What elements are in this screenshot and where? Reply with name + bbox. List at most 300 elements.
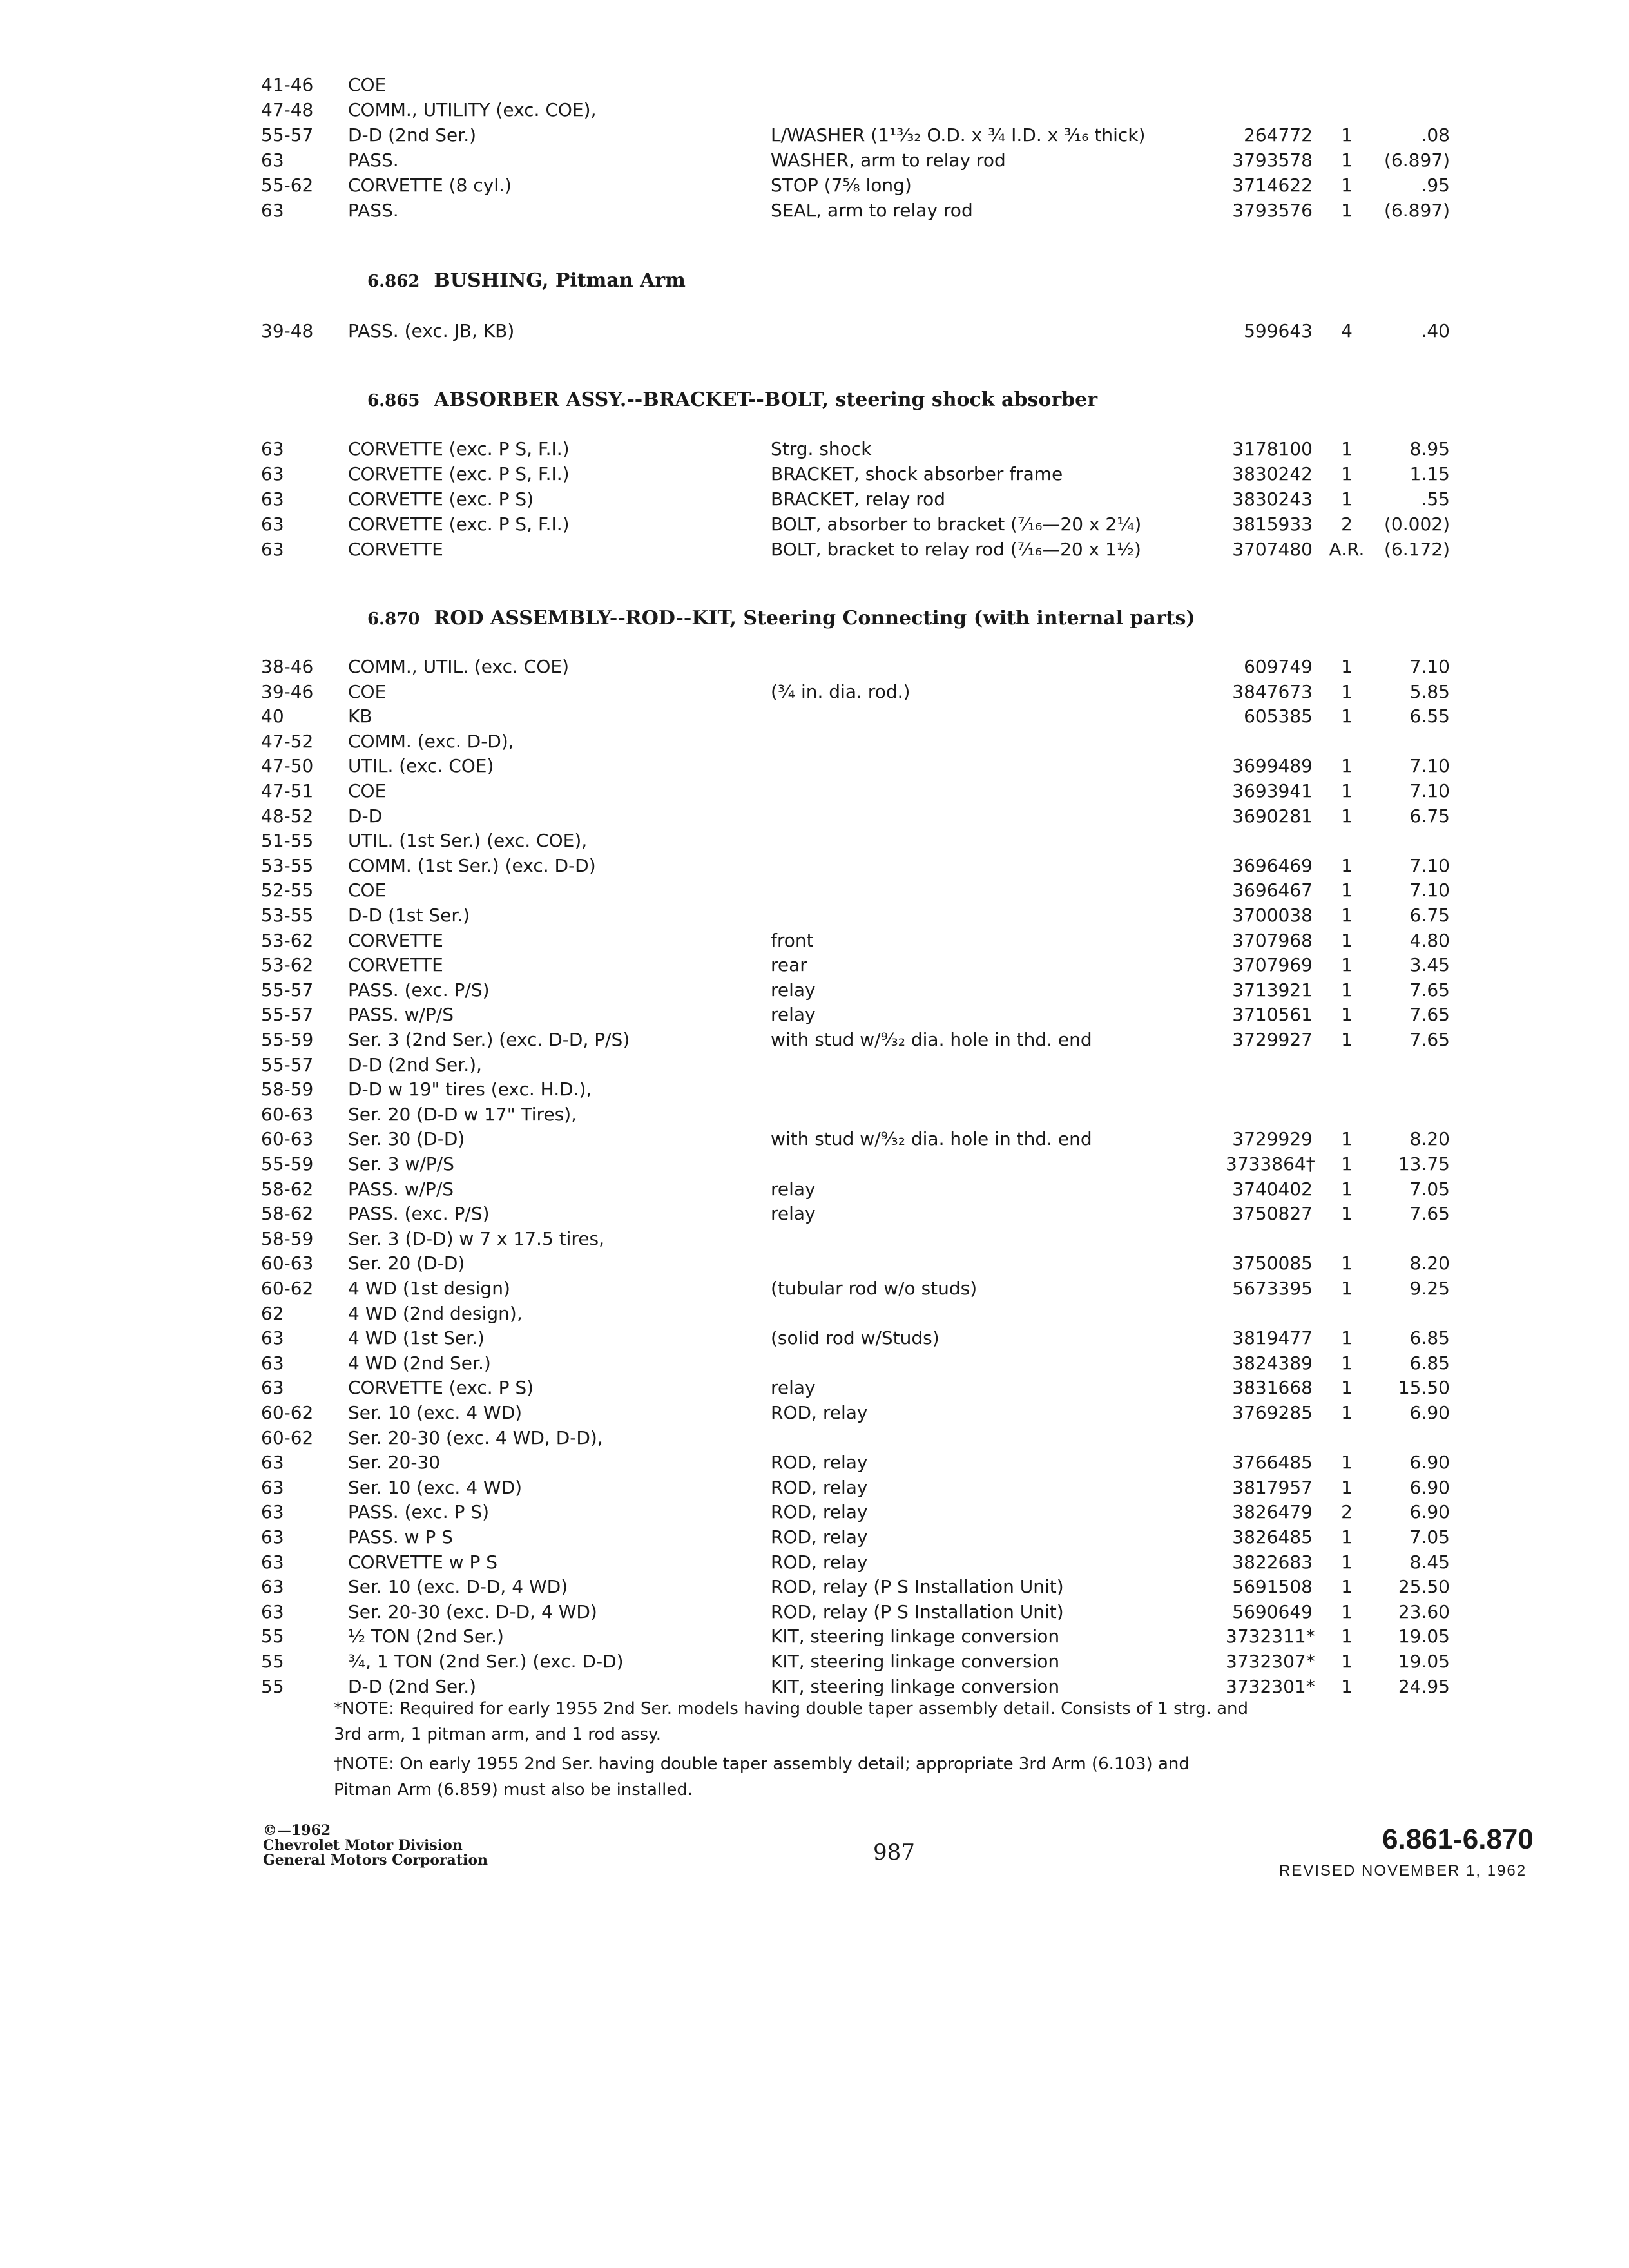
price-cell: 7.10: [1409, 755, 1450, 777]
description-cell: rear: [771, 954, 807, 976]
description-cell: BOLT, bracket to relay rod (⁷⁄₁₆—20 x 1½): [771, 539, 1141, 560]
quantity-cell: 1: [1341, 1402, 1353, 1423]
quantity-cell: 1: [1341, 805, 1353, 827]
price-cell: 5.85: [1409, 680, 1450, 702]
price-cell: 6.75: [1409, 905, 1450, 926]
copyright: ©—1962: [263, 1822, 331, 1839]
section-heading-6865: [367, 389, 1097, 411]
quantity-cell: 1: [1341, 755, 1353, 777]
table-row: [0, 754, 1629, 778]
table-row: [0, 1675, 1629, 1699]
price-cell: 6.90: [1409, 1452, 1450, 1474]
model-cell: ½ TON (2nd Ser.): [348, 1626, 504, 1648]
year-cell: 63: [261, 1551, 284, 1573]
year-cell: 55-57: [261, 1053, 314, 1075]
price-cell: 25.50: [1398, 1576, 1450, 1598]
part-number-cell: 3819477: [1232, 1327, 1313, 1349]
price-cell: 19.05: [1398, 1651, 1450, 1672]
price-cell: 8.20: [1409, 1128, 1450, 1150]
price-cell: 7.10: [1409, 854, 1450, 876]
model-cell: Ser. 20 (D-D w 17" Tires),: [348, 1103, 577, 1125]
section-range: 6.861-6.870: [1382, 1823, 1534, 1855]
price-cell: .55: [1421, 488, 1450, 510]
table-row: [0, 1600, 1629, 1624]
description-cell: KIT, steering linkage conversion: [771, 1675, 1060, 1697]
part-number-cell: 3830242: [1232, 463, 1313, 485]
table-row: [0, 1326, 1629, 1350]
model-cell: CORVETTE: [348, 929, 443, 951]
year-cell: 53-62: [261, 954, 314, 976]
price-cell: 1.15: [1409, 463, 1450, 485]
table-row: [0, 1376, 1629, 1400]
table-row: [0, 953, 1629, 977]
year-cell: 63: [261, 1327, 284, 1349]
description-cell: STOP (7⅝ long): [771, 175, 912, 196]
table-row: [0, 804, 1629, 829]
part-number-cell: 3707480: [1232, 539, 1313, 560]
model-cell: Ser. 10 (exc. D-D, 4 WD): [348, 1576, 568, 1598]
table-row: [0, 123, 1629, 148]
model-cell: D-D (2nd Ser.),: [348, 1053, 482, 1075]
quantity-cell: 1: [1341, 1600, 1353, 1622]
table-row: [0, 1500, 1629, 1524]
model-cell: PASS. w/P/S: [348, 1004, 454, 1026]
part-number-cell: 3847673: [1232, 680, 1313, 702]
part-number-cell: 3826485: [1232, 1526, 1313, 1548]
table-row: [0, 487, 1629, 512]
year-cell: 63: [261, 1352, 284, 1374]
part-number-cell: 3793576: [1232, 200, 1313, 221]
year-cell: 55-57: [261, 979, 314, 1001]
table-row: [0, 512, 1629, 537]
year-cell: 55-59: [261, 1029, 314, 1050]
quantity-cell: 1: [1341, 149, 1353, 171]
quantity-cell: 1: [1341, 1675, 1353, 1697]
model-cell: PASS. (exc. JB, KB): [348, 320, 515, 341]
description-cell: relay: [771, 1178, 816, 1200]
model-cell: COE: [348, 680, 387, 702]
year-cell: 60-62: [261, 1278, 314, 1299]
model-cell: 4 WD (2nd Ser.): [348, 1352, 491, 1374]
description-cell: relay: [771, 1004, 816, 1026]
footer-publisher: [263, 1823, 488, 1868]
table-row: [0, 537, 1629, 562]
quantity-cell: 1: [1341, 1203, 1353, 1225]
table-row: [0, 729, 1629, 754]
price-cell: 7.05: [1409, 1178, 1450, 1200]
part-number-cell: 264772: [1244, 124, 1313, 146]
section-title: ROD ASSEMBLY--ROD--KIT, Steering Connecting (with internal parts): [434, 607, 1195, 629]
year-cell: 55-59: [261, 1153, 314, 1175]
description-cell: (¾ in. dia. rod.): [771, 680, 911, 702]
price-cell: 7.65: [1409, 979, 1450, 1001]
part-number-cell: 3740402: [1232, 1178, 1313, 1200]
model-cell: D-D (2nd Ser.): [348, 124, 477, 146]
year-cell: 47-50: [261, 755, 314, 777]
model-cell: Ser. 10 (exc. 4 WD): [348, 1476, 523, 1498]
year-cell: 58-62: [261, 1203, 314, 1225]
price-cell: 7.65: [1409, 1029, 1450, 1050]
model-cell: D-D w 19" tires (exc. H.D.),: [348, 1079, 592, 1100]
description-cell: BRACKET, relay rod: [771, 488, 946, 510]
price-cell: (6.172): [1383, 539, 1450, 560]
note-asterisk: *NOTE: Required for early 1955 2nd Ser. models having double taper assembly detail. Consists of 1 strg. and 3rd arm, 1 pitman arm, and 1 rod assy.: [334, 1699, 1249, 1744]
year-cell: 63: [261, 149, 284, 171]
model-cell: PASS. w P S: [348, 1526, 453, 1548]
description-cell: relay: [771, 1203, 816, 1225]
model-cell: Ser. 30 (D-D): [348, 1128, 465, 1150]
year-cell: 55: [261, 1626, 284, 1648]
year-cell: 47-51: [261, 780, 314, 802]
year-cell: 63: [261, 1600, 284, 1622]
division-name: Chevrolet Motor Division: [263, 1837, 463, 1854]
price-cell: 7.10: [1409, 879, 1450, 901]
quantity-cell: 1: [1341, 1128, 1353, 1150]
part-number-cell: 605385: [1244, 706, 1313, 727]
note-dagger: †NOTE: On early 1955 2nd Ser. having double taper assembly detail; appropriate 3rd Arm (6.103) and Pitman Arm (6.859) must also be installed.: [334, 1754, 1190, 1800]
quantity-cell: 1: [1341, 1029, 1353, 1050]
table-row: [0, 462, 1629, 486]
part-number-cell: 3690281: [1232, 805, 1313, 827]
price-cell: 6.85: [1409, 1352, 1450, 1374]
part-number-cell: 3707969: [1232, 954, 1313, 976]
price-cell: (6.897): [1383, 149, 1450, 171]
table-row: [0, 1152, 1629, 1177]
year-cell: 60-63: [261, 1253, 314, 1274]
year-cell: 52-55: [261, 879, 314, 901]
price-cell: 9.25: [1409, 1278, 1450, 1299]
model-cell: COE: [348, 780, 387, 802]
quantity-cell: 1: [1341, 1178, 1353, 1200]
year-cell: 60-62: [261, 1402, 314, 1423]
quantity-cell: A.R.: [1329, 539, 1365, 560]
quantity-cell: 1: [1341, 979, 1353, 1001]
part-number-cell: 3732301*: [1226, 1675, 1315, 1697]
year-cell: 53-55: [261, 854, 314, 876]
model-cell: COMM. (1st Ser.) (exc. D-D): [348, 854, 596, 876]
part-number-cell: 3707968: [1232, 929, 1313, 951]
model-cell: CORVETTE (8 cyl.): [348, 175, 512, 196]
year-cell: 39-46: [261, 680, 314, 702]
table-row: [0, 1276, 1629, 1301]
table-row: [0, 319, 1629, 343]
model-cell: Ser. 20 (D-D): [348, 1253, 465, 1274]
model-cell: COMM., UTILITY (exc. COE),: [348, 99, 597, 120]
model-cell: PASS. (exc. P/S): [348, 1203, 490, 1225]
part-number-cell: 3700038: [1232, 905, 1313, 926]
part-number-cell: 3769285: [1232, 1402, 1313, 1423]
quantity-cell: 1: [1341, 200, 1353, 221]
quantity-cell: 1: [1341, 1576, 1353, 1598]
description-cell: (tubular rod w/o studs): [771, 1278, 978, 1299]
price-cell: 7.10: [1409, 780, 1450, 802]
model-cell: CORVETTE: [348, 539, 443, 560]
table-row: [0, 1550, 1629, 1575]
year-cell: 39-48: [261, 320, 314, 341]
quantity-cell: 2: [1341, 1501, 1353, 1523]
description-cell: ROD, relay: [771, 1551, 868, 1573]
part-number-cell: 3766485: [1232, 1452, 1313, 1474]
model-cell: CORVETTE (exc. P S, F.I.): [348, 514, 570, 535]
part-number-cell: 3696469: [1232, 854, 1313, 876]
table-row: [0, 878, 1629, 903]
table-row: [0, 1475, 1629, 1500]
model-cell: 4 WD (2nd design),: [348, 1302, 523, 1324]
year-cell: 58-59: [261, 1227, 314, 1249]
model-cell: D-D: [348, 805, 383, 827]
year-cell: 63: [261, 1576, 284, 1598]
description-cell: L/WASHER (1¹³⁄₃₂ O.D. x ¾ I.D. x ³⁄₁₆ thick): [771, 124, 1146, 146]
year-cell: 47-48: [261, 99, 314, 120]
quantity-cell: 1: [1341, 1327, 1353, 1349]
quantity-cell: 1: [1341, 656, 1353, 677]
table-row: [0, 1127, 1629, 1151]
price-cell: 13.75: [1398, 1153, 1450, 1175]
part-number-cell: 3713921: [1232, 979, 1313, 1001]
part-number-cell: 3699489: [1232, 755, 1313, 777]
section-number: 6.862: [367, 272, 420, 291]
model-cell: CORVETTE: [348, 954, 443, 976]
quantity-cell: 1: [1341, 1253, 1353, 1274]
part-number-cell: 3793578: [1232, 149, 1313, 171]
model-cell: UTIL. (1st Ser.) (exc. COE),: [348, 830, 588, 852]
quantity-cell: 1: [1341, 488, 1353, 510]
revised-date: REVISED NOVEMBER 1, 1962: [1279, 1862, 1527, 1879]
table-row: [0, 1003, 1629, 1027]
price-cell: 7.65: [1409, 1203, 1450, 1225]
price-cell: 6.90: [1409, 1476, 1450, 1498]
model-cell: CORVETTE (exc. P S, F.I.): [348, 463, 570, 485]
year-cell: 63: [261, 1501, 284, 1523]
description-cell: WASHER, arm to relay rod: [771, 149, 1006, 171]
year-cell: 58-59: [261, 1079, 314, 1100]
model-cell: PASS. w/P/S: [348, 1178, 454, 1200]
part-number-cell: 3815933: [1232, 514, 1313, 535]
price-cell: 8.20: [1409, 1253, 1450, 1274]
model-cell: Ser. 20-30 (exc. 4 WD, D-D),: [348, 1427, 603, 1448]
section-heading-6862: [367, 269, 686, 292]
quantity-cell: 1: [1341, 1377, 1353, 1399]
model-cell: KB: [348, 706, 372, 727]
price-cell: 3.45: [1409, 954, 1450, 976]
quantity-cell: 1: [1341, 680, 1353, 702]
table-row: [0, 680, 1629, 704]
model-cell: COE: [348, 879, 387, 901]
description-cell: ROD, relay (P S Installation Unit): [771, 1576, 1064, 1598]
model-cell: PASS. (exc. P S): [348, 1501, 490, 1523]
table-row: [0, 1202, 1629, 1226]
price-cell: 7.10: [1409, 656, 1450, 677]
quantity-cell: 1: [1341, 175, 1353, 196]
price-cell: .08: [1421, 124, 1450, 146]
price-cell: 6.55: [1409, 706, 1450, 727]
year-cell: 55: [261, 1651, 284, 1672]
year-cell: 63: [261, 488, 284, 510]
year-cell: 63: [261, 1377, 284, 1399]
table-row: [0, 928, 1629, 953]
model-cell: Ser. 3 (2nd Ser.) (exc. D-D, P/S): [348, 1029, 630, 1050]
description-cell: relay: [771, 1377, 816, 1399]
quantity-cell: 1: [1341, 1352, 1353, 1374]
year-cell: 38-46: [261, 656, 314, 677]
description-cell: KIT, steering linkage conversion: [771, 1651, 1060, 1672]
quantity-cell: 1: [1341, 463, 1353, 485]
model-cell: Ser. 20-30: [348, 1452, 441, 1474]
table-row: [0, 198, 1629, 223]
model-cell: Ser. 20-30 (exc. D-D, 4 WD): [348, 1600, 597, 1622]
quantity-cell: 1: [1341, 879, 1353, 901]
quantity-cell: 1: [1341, 1476, 1353, 1498]
year-cell: 51-55: [261, 830, 314, 852]
model-cell: 4 WD (1st Ser.): [348, 1327, 485, 1349]
quantity-cell: 1: [1341, 1626, 1353, 1648]
part-number-cell: 3178100: [1232, 438, 1313, 459]
year-cell: 55-57: [261, 1004, 314, 1026]
year-cell: 63: [261, 514, 284, 535]
year-cell: 60-63: [261, 1103, 314, 1125]
part-number-cell: 3822683: [1232, 1551, 1313, 1573]
model-cell: PASS.: [348, 149, 399, 171]
model-cell: COMM., UTIL. (exc. COE): [348, 656, 569, 677]
year-cell: 47-52: [261, 730, 314, 752]
price-cell: 6.90: [1409, 1402, 1450, 1423]
description-cell: ROD, relay: [771, 1501, 868, 1523]
model-cell: COE: [348, 74, 387, 95]
part-number-cell: 3750827: [1232, 1203, 1313, 1225]
description-cell: SEAL, arm to relay rod: [771, 200, 973, 221]
table-row: [0, 98, 1629, 122]
description-cell: BRACKET, shock absorber frame: [771, 463, 1063, 485]
table-row: [0, 437, 1629, 461]
price-cell: 15.50: [1398, 1377, 1450, 1399]
part-number-cell: 599643: [1244, 320, 1313, 341]
quantity-cell: 1: [1341, 1452, 1353, 1474]
part-number-cell: 5690649: [1232, 1600, 1313, 1622]
quantity-cell: 1: [1341, 1278, 1353, 1299]
quantity-cell: 1: [1341, 954, 1353, 976]
part-number-cell: 3732307*: [1226, 1651, 1315, 1672]
table-row: [0, 1227, 1629, 1251]
part-number-cell: 3714622: [1232, 175, 1313, 196]
table-row: [0, 148, 1629, 173]
year-cell: 48-52: [261, 805, 314, 827]
price-cell: 8.45: [1409, 1551, 1450, 1573]
model-cell: PASS. (exc. P/S): [348, 979, 490, 1001]
model-cell: CORVETTE (exc. P S, F.I.): [348, 438, 570, 459]
section-heading-6870: [367, 607, 1195, 629]
description-cell: Strg. shock: [771, 438, 872, 459]
year-cell: 63: [261, 1526, 284, 1548]
part-number-cell: 3732311*: [1226, 1626, 1315, 1648]
part-number-cell: 3831668: [1232, 1377, 1313, 1399]
section-title: ABSORBER ASSY.--BRACKET--BOLT, steering shock absorber: [434, 389, 1098, 411]
model-cell: COMM. (exc. D-D),: [348, 730, 514, 752]
table-row: [0, 1351, 1629, 1376]
description-cell: BOLT, absorber to bracket (⁷⁄₁₆—20 x 2¼): [771, 514, 1142, 535]
description-cell: front: [771, 929, 814, 951]
year-cell: 63: [261, 1452, 284, 1474]
part-number-cell: 3733864†: [1226, 1153, 1315, 1175]
description-cell: (solid rod w/Studs): [771, 1327, 940, 1349]
model-cell: CORVETTE w P S: [348, 1551, 498, 1573]
part-number-cell: 5691508: [1232, 1576, 1313, 1598]
table-row: [0, 1401, 1629, 1425]
part-number-cell: 3729929: [1232, 1128, 1313, 1150]
year-cell: 53-62: [261, 929, 314, 951]
quantity-cell: 1: [1341, 1551, 1353, 1573]
year-cell: 63: [261, 438, 284, 459]
part-number-cell: 3824389: [1232, 1352, 1313, 1374]
description-cell: ROD, relay: [771, 1476, 868, 1498]
table-row: [0, 903, 1629, 928]
price-cell: 4.80: [1409, 929, 1450, 951]
table-row: [0, 1450, 1629, 1475]
price-cell: 8.95: [1409, 438, 1450, 459]
year-cell: 63: [261, 200, 284, 221]
quantity-cell: 1: [1341, 780, 1353, 802]
price-cell: (0.002): [1383, 514, 1450, 535]
year-cell: 60-62: [261, 1427, 314, 1448]
model-cell: PASS.: [348, 200, 399, 221]
price-cell: 6.75: [1409, 805, 1450, 827]
table-row: [0, 1575, 1629, 1599]
price-cell: .40: [1421, 320, 1450, 341]
year-cell: 55-57: [261, 124, 314, 146]
section-title: BUSHING, Pitman Arm: [434, 269, 686, 292]
quantity-cell: 4: [1341, 320, 1353, 341]
table-row: [0, 1426, 1629, 1450]
table-row: [0, 1053, 1629, 1077]
description-cell: ROD, relay: [771, 1526, 868, 1548]
table-row: [0, 173, 1629, 198]
year-cell: 63: [261, 463, 284, 485]
table-row: [0, 704, 1629, 729]
price-cell: 6.90: [1409, 1501, 1450, 1523]
part-number-cell: 3696467: [1232, 879, 1313, 901]
quantity-cell: 1: [1341, 124, 1353, 146]
model-cell: CORVETTE (exc. P S): [348, 1377, 534, 1399]
quantity-cell: 1: [1341, 706, 1353, 727]
part-number-cell: 3830243: [1232, 488, 1313, 510]
table-row: [0, 1077, 1629, 1102]
part-number-cell: 3729927: [1232, 1029, 1313, 1050]
table-row: [0, 73, 1629, 97]
model-cell: Ser. 10 (exc. 4 WD): [348, 1402, 523, 1423]
price-cell: 7.05: [1409, 1526, 1450, 1548]
description-cell: KIT, steering linkage conversion: [771, 1626, 1060, 1648]
price-cell: 19.05: [1398, 1626, 1450, 1648]
table-row: [0, 1177, 1629, 1202]
model-cell: ¾, 1 TON (2nd Ser.) (exc. D-D): [348, 1651, 624, 1672]
price-cell: (6.897): [1383, 200, 1450, 221]
table-row: [0, 779, 1629, 803]
part-number-cell: 3826479: [1232, 1501, 1313, 1523]
table-row: [0, 1028, 1629, 1052]
table-row: [0, 829, 1629, 853]
year-cell: 40: [261, 706, 284, 727]
price-cell: 6.85: [1409, 1327, 1450, 1349]
table-row: [0, 1649, 1629, 1674]
description-cell: with stud w/⁹⁄₃₂ dia. hole in thd. end: [771, 1029, 1092, 1050]
model-cell: Ser. 3 (D-D) w 7 x 17.5 tires,: [348, 1227, 605, 1249]
year-cell: 63: [261, 1476, 284, 1498]
quantity-cell: 1: [1341, 854, 1353, 876]
year-cell: 62: [261, 1302, 284, 1324]
quantity-cell: 1: [1341, 905, 1353, 926]
model-cell: 4 WD (1st design): [348, 1278, 510, 1299]
year-cell: 60-63: [261, 1128, 314, 1150]
table-row: [0, 1102, 1629, 1127]
